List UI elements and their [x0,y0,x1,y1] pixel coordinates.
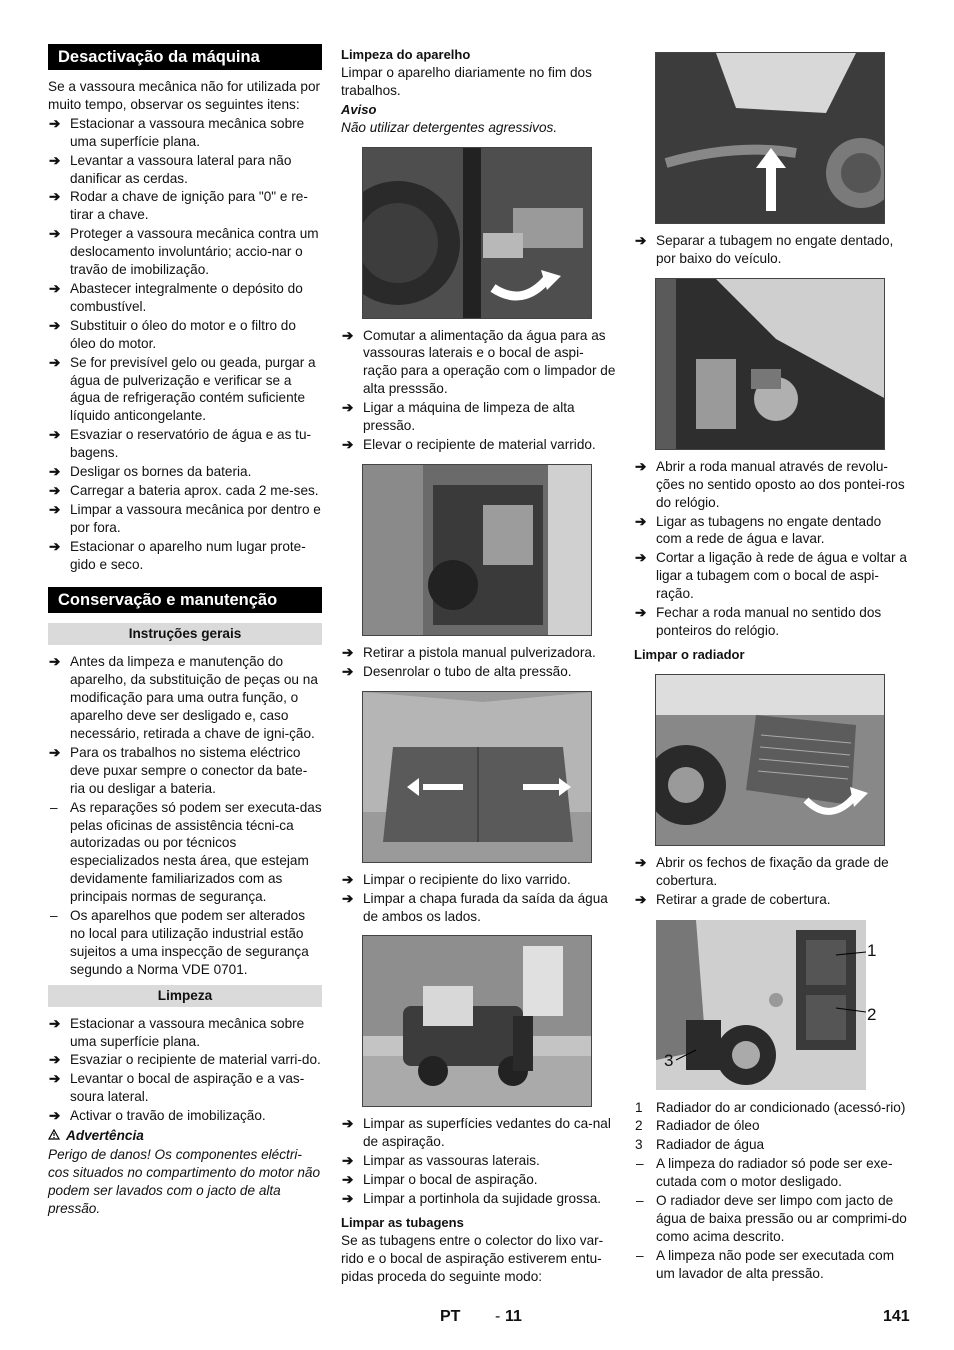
arrow-right-icon: ➔ [635,458,647,474]
arrow-right-icon: ➔ [342,663,354,679]
footer-dash: - [495,1308,501,1325]
list-item [634,604,910,640]
list-item-text: Limpar a vassoura mecânica por dentro e por fora. [70,501,321,535]
list-item [634,1136,910,1154]
list-item-text: Radiador de água [656,1137,765,1153]
list-item-text: Para os trabalhos no sistema eléctrico deve puxar sempre o conector da bate-ria ou desligar a bateria. [70,744,308,796]
list-item-text: Rodar a chave de ignição para "0" e re-tirar a chave. [70,189,308,223]
arrow-right-icon: ➔ [49,226,61,242]
list-item [341,663,616,681]
radiator-steps [634,854,910,909]
list-item [48,426,322,462]
general-instructions-list [48,653,322,978]
list-marker: – [636,1247,644,1263]
list-item-text: Limpar as superfícies vedantes do ca-nal de aspiração. [363,1116,611,1150]
list-item-text: Antes da limpeza e manutenção do aparelho, da substituição de peças ou na modificação para uma outra função, o aparelho deve ser desligado e, caso necessário, retirada a chave de igni-ção. [70,654,318,741]
list-marker: – [50,799,58,815]
cleaning-device-steps-1 [341,327,616,454]
list-item [48,188,322,224]
list-item-text: Limpar o recipiente do lixo varrido. [363,871,571,887]
photo-sweepings-container [362,691,592,863]
list-item-text: Desligar os bornes da bateria. [70,464,252,480]
note-text: Não utilizar detergentes agressivos. [341,119,558,135]
list-item [48,482,322,500]
list-item [634,458,910,512]
photo-pipe-coupling [655,52,885,224]
list-item-text: Limpar as vassouras laterais. [363,1153,540,1169]
subsection-general-instructions: Instruções gerais [48,623,322,645]
list-marker: – [50,908,58,924]
list-item [48,280,322,316]
arrow-right-icon: ➔ [49,538,61,554]
list-item-text: Levantar a vassoura lateral para não danificar as cerdas. [70,152,292,186]
arrow-right-icon: ➔ [49,317,61,333]
list-item-text: Retirar a grade de cobertura. [656,891,831,907]
heading-clean-radiator: Limpar o radiador [634,646,745,662]
arrow-right-icon: ➔ [49,427,61,443]
arrow-right-icon: ➔ [342,436,354,452]
list-item [48,115,322,151]
list-item-text: Activar o travão de imobilização. [70,1108,266,1124]
footer-language: PT [440,1308,461,1325]
list-item [48,907,322,979]
list-item [634,1117,910,1135]
column-3 [634,44,910,1284]
list-item [341,1171,616,1189]
list-item-text: Ligar a máquina de limpeza de alta pressão. [363,400,575,434]
callout-2: 2 [867,1004,877,1024]
list-item-text: Estacionar a vassoura mecânica sobre uma superfície plana. [70,1015,305,1049]
list-item [48,501,322,537]
list-item [341,1115,616,1151]
list-item [341,644,616,662]
column-1 [48,44,322,1219]
list-item [634,1099,910,1117]
list-item [48,538,322,574]
arrow-right-icon: ➔ [49,354,61,370]
arrow-right-icon: ➔ [49,115,61,131]
footer-page-number: 141 [883,1308,910,1325]
section-title-decommission: Desactivação da máquina [48,44,322,70]
warning-text: Perigo de danos! Os componentes eléctri-cos situados no compartimento do motor não podem ser lavados com o jacto de alta pressão. [48,1146,321,1216]
pipe-steps-1 [634,232,910,268]
list-item-text: Se for previsível gelo ou geada, purgar a água de pulverização e verificar se a água de refrigeração contém suficiente líquido anticongelante. [70,354,316,424]
arrow-right-icon: ➔ [635,550,647,566]
arrow-right-icon: ➔ [342,644,354,660]
arrow-right-icon: ➔ [49,152,61,168]
list-item-text: Proteger a vassoura mecânica contra um deslocamento involuntário; accio-nar o travão de imobilização. [70,226,319,278]
photo-hand-wheel [655,278,885,450]
list-item [48,799,322,906]
list-item [341,871,616,889]
list-item-text: Limpar a chapa furada da saída da água de ambos os lados. [363,890,608,924]
list-item-text: Estacionar o aparelho num lugar prote-gido e seco. [70,538,306,572]
list-item [634,1155,910,1191]
arrow-right-icon: ➔ [49,1071,61,1087]
warning-triangle-icon [48,1127,60,1145]
list-item-text: Limpar a portinhola da sujidade grossa. [363,1191,602,1207]
section-intro: Se a vassoura mecânica não for utilizada por muito tempo, observar os seguintes itens: [48,79,321,112]
arrow-right-icon: ➔ [49,280,61,296]
callout-3: 3 [664,1050,674,1070]
heading-cleaning-device: Limpeza do aparelho [341,47,471,62]
list-item-text: Esvaziar o reservatório de água e as tu-bagens. [70,427,312,461]
list-item [634,854,910,890]
photo-radiator-grille [655,674,885,846]
list-item-text: Carregar a bateria aprox. cada 2 me-ses. [70,482,319,498]
arrow-right-icon: ➔ [49,501,61,517]
arrow-right-icon: ➔ [49,1108,61,1124]
list-item [48,653,322,743]
callout-1: 1 [867,940,877,960]
list-marker: – [636,1156,644,1172]
radiator-legend [634,1099,910,1283]
list-item-text: A limpeza do radiador só pode ser exe-cutada com o motor desligado. [656,1156,893,1190]
arrow-right-icon: ➔ [342,1116,354,1132]
section-title-maintenance: Conservação e manutenção [48,587,322,613]
arrow-right-icon: ➔ [635,233,647,248]
list-marker: 3 [635,1137,643,1153]
list-item [634,513,910,549]
arrow-right-icon: ➔ [342,1191,354,1207]
list-marker: 1 [635,1099,643,1115]
list-item [341,1152,616,1170]
list-item [48,225,322,279]
list-item-text: Abastecer integralmente o depósito do combustível. [70,280,303,314]
list-item-text: Comutar a alimentação da água para as vassouras laterais e o bocal de aspi-ração para a operação com o limpador de alta presssão. [363,327,616,397]
list-item [48,1070,322,1106]
list-item [48,354,322,426]
list-item [634,1192,910,1246]
arrow-right-icon: ➔ [49,1015,61,1031]
photo-water-valves [362,147,592,319]
list-item-text: Ligar as tubagens no engate dentado com a rede de água e lavar. [656,513,882,547]
arrow-right-icon: ➔ [342,1172,354,1188]
list-item-text: Levantar o bocal de aspiração e a vas-soura lateral. [70,1071,305,1105]
arrow-right-icon: ➔ [49,482,61,498]
warning-title: Advertência [66,1128,144,1144]
list-item [48,317,322,353]
list-item [48,463,322,481]
arrow-right-icon: ➔ [342,327,354,343]
footer-section-page: 11 [505,1308,522,1325]
list-item [48,152,322,188]
list-item-text: Esvaziar o recipiente de material varri-do. [70,1052,321,1068]
cleaning-steps [48,1015,322,1125]
list-item-text: Os aparelhos que podem ser alterados no local para utilização industrial estão sujeitos a uma inspecção de segurança segundo a Norma VDE 0701. [70,908,309,977]
photo-sweeper-cleaning [362,935,592,1107]
arrow-right-icon: ➔ [635,605,647,621]
list-item-text: Substituir o óleo do motor e o filtro do óleo do motor. [70,317,296,351]
list-item-text: Fechar a roda manual no sentido dos ponteiros do relógio. [656,605,882,638]
list-item-text: Estacionar a vassoura mecânica sobre uma superfície plana. [70,115,305,149]
warning-heading [48,1127,322,1145]
list-item [634,891,910,909]
arrow-right-icon: ➔ [49,654,61,670]
list-item [48,1051,322,1069]
column-2 [341,44,616,1287]
list-item-text: As reparações só podem ser executa-das pelas oficinas de assistência técni-ca autorizadas ou por técnicos especializados nesta área, que estejam devidamente familiarizados com as principais normas de segurança. [70,799,322,905]
list-item [341,436,616,454]
arrow-right-icon: ➔ [635,513,647,529]
cleaning-device-steps-3 [341,871,616,926]
list-item-text: O radiador deve ser limpo com jacto de água de baixa pressão ou ar comprimi-do como acima descrito. [656,1193,907,1244]
list-item [634,232,910,268]
arrow-right-icon: ➔ [49,189,61,205]
list-item-text: Separar a tubagem no engate dentado, por baixo do veículo. [656,233,894,266]
list-item [48,1015,322,1051]
photo-engine-compartment [362,464,592,636]
arrow-right-icon: ➔ [635,854,647,870]
arrow-right-icon: ➔ [49,464,61,480]
paragraph-pipes: Se as tubagens entre o colector do lixo var-rido e o bocal de aspiração estiverem entu-pidas proceda do seguinte modo: [341,1232,604,1284]
paragraph-clean-daily: Limpar o aparelho diariamente no fim dos trabalhos. [341,64,592,98]
arrow-right-icon: ➔ [635,891,647,907]
arrow-right-icon: ➔ [49,744,61,760]
list-item-text: Retirar a pistola manual pulverizadora. [363,644,596,660]
list-item [341,327,616,399]
list-item-text: Radiador de óleo [656,1118,760,1134]
cleaning-device-steps-2 [341,644,616,681]
list-item [48,1107,322,1125]
arrow-right-icon: ➔ [342,400,354,416]
arrow-right-icon: ➔ [342,1153,354,1169]
subsection-cleaning: Limpeza [48,985,322,1007]
list-item [48,744,322,798]
decommission-steps [48,115,322,574]
list-item-text: Radiador do ar condicionado (acessó-rio) [656,1099,906,1115]
list-item-text: Abrir os fechos de fixação da grade de cobertura. [656,854,889,888]
list-item [341,399,616,435]
list-item-text: Cortar a ligação à rede de água e voltar a ligar a tubagem com o bocal de aspi-ração. [656,550,907,602]
list-item [634,1247,910,1283]
list-item [341,1190,616,1208]
list-item-text: Limpar o bocal de aspiração. [363,1172,538,1188]
pipe-steps-2 [634,458,910,640]
heading-clean-pipes: Limpar as tubagens [341,1214,464,1230]
list-item-text: A limpeza não pode ser executada com um lavador de alta pressão. [656,1247,895,1281]
arrow-right-icon: ➔ [49,1052,61,1068]
list-item-text: Desenrolar o tubo de alta pressão. [363,663,572,679]
list-item [341,890,616,926]
arrow-right-icon: ➔ [342,871,354,887]
note-title: Aviso [341,101,377,117]
arrow-right-icon: ➔ [342,890,354,906]
cleaning-device-steps-4 [341,1115,616,1208]
list-marker: – [636,1193,644,1209]
list-item [634,549,910,603]
photo-radiators-numbered [655,919,885,1091]
list-item-text: Elevar o recipiente de material varrido. [363,436,596,452]
list-marker: 2 [635,1118,643,1134]
list-item-text: Abrir a roda manual através de revolu-ções no sentido oposto ao dos pontei-ros do relógio. [656,458,905,510]
